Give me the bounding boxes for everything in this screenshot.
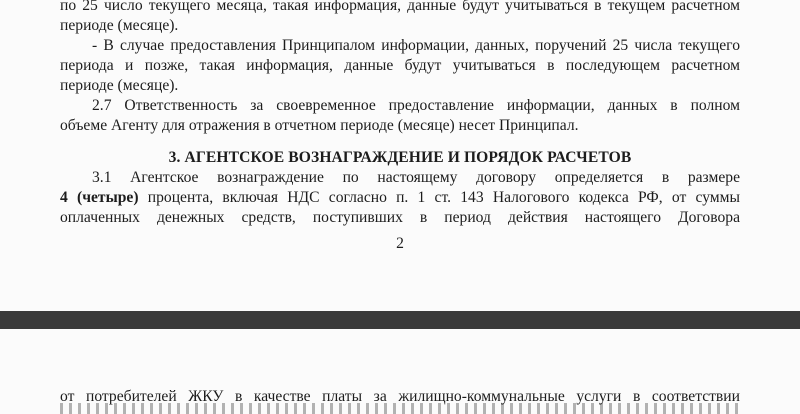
page-gap <box>0 311 800 329</box>
text-line: периода и позже, такая информация, данные будут учитываться в последующем расчетном <box>60 57 740 74</box>
document-page-bottom <box>0 329 800 414</box>
text-line: - В случае предоставления Принципалом информации, данных, поручений 25 числа текущего <box>92 37 740 54</box>
text-fragment: процента, включая НДС согласно п. 1 ст. 143 Налогового кодекса РФ, от суммы <box>147 189 740 206</box>
text-line: 3.1 Агентское вознаграждение по настоящему договору определяется в размере <box>92 169 740 186</box>
text-line: периоде (месяце). <box>60 77 179 94</box>
text-line: от потребителей ЖКУ в качестве платы за жилищно-коммунальные услуги в соответствии <box>60 388 740 405</box>
bold-amount: 4 (четыре) <box>60 189 139 206</box>
text-line: по 25 число текущего месяца, такая информация, данные будут учитываться в текущем расчетном <box>60 0 740 14</box>
section-heading: 3. АГЕНТСКОЕ ВОЗНАГРАЖДЕНИЕ И ПОРЯДОК РАСЧЕТОВ <box>168 149 632 166</box>
page-number: 2 <box>396 235 404 252</box>
text-line <box>60 188 740 208</box>
text-line: объеме Агенту для отражения в отчетном периоде (месяце) несет Принципал. <box>60 117 579 134</box>
text-line: оплаченных денежных средств, поступивших в период действия настоящего Договора <box>60 209 740 226</box>
cut-off-text-line <box>60 403 740 414</box>
text-line: 2.7 Ответственность за своевременное предоставление информации, данных в полном <box>92 97 740 114</box>
text-line: периоде (месяце). <box>60 17 179 34</box>
